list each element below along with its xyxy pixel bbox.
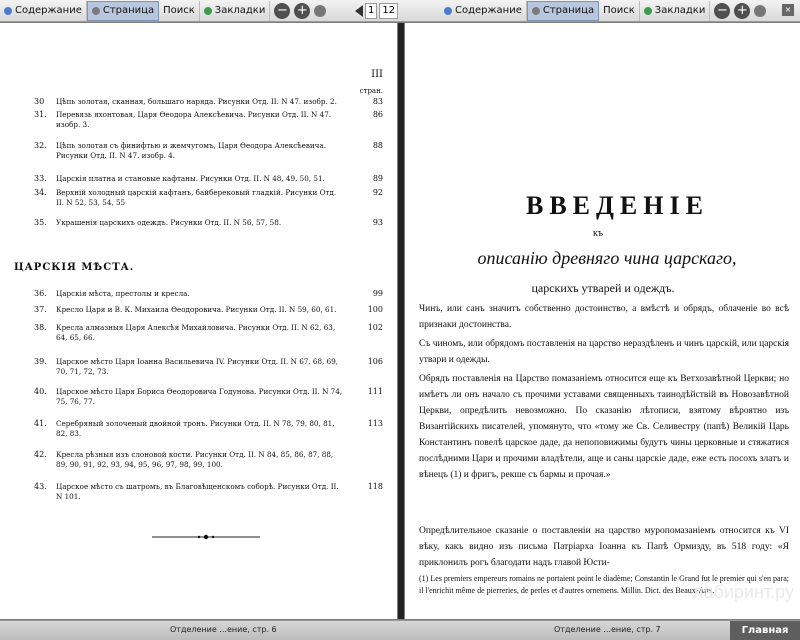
paragraph: Обрядъ поставленiя на Царство помазанiемъ относится еще къ Ветхозавѣтной Церкви; но имѣетъ ли онъ начало съ прочими уставами священныхъ таинодѣйствiй въ Новозавѣтной Церкви, опредѣлить невозможно. По сказанiю лѣтописи, взятому вѣроятно изъ Византiйскихъ писателей, упомянуто, что «тому же Св. Селивестру (папѣ) Великiй Царь Константинъ повелѣ царское даде, да непоповижимы будутъ чины церковные и стяжатися послѣдними Цари и прочими владѣтели, аще и саны царскiе даде, еже есть посохъ златъ и вѣнецъ (1) и фригъ, рекше съ бармы и прочая.» bbox=[419, 374, 789, 480]
left-toolbar bbox=[0, 0, 400, 22]
toc-page: 102 bbox=[367, 323, 383, 332]
toc-text: Царское мѣсто съ шатромъ, въ Благовѣщенскомъ соборѣ. Рисунки Отд. II. N 101. bbox=[56, 482, 339, 501]
folio: III bbox=[371, 69, 383, 80]
toc-page: 83 bbox=[372, 97, 383, 106]
toc-text: Перевязь яхонтовая, Царя Ѳеодора Алексѣевича. Рисунки Отд. II. N 47. изобр. 3. bbox=[56, 110, 332, 129]
toc-number: 34. bbox=[34, 188, 47, 197]
zoom-in-button[interactable]: + bbox=[294, 3, 310, 19]
contents-icon bbox=[4, 7, 12, 15]
close-icon[interactable]: × bbox=[782, 4, 794, 16]
toc-number: 33. bbox=[34, 174, 47, 183]
toc-text: Кресла рѣзныя изъ слоновой кости. Рисунки Отд. II. N 84, 85, 86, 87, 88, 89, 90, 91, 92, 93, 94, 95, 96, 97, 98, 99, 100. bbox=[56, 450, 334, 469]
tab-label: Страница bbox=[542, 5, 595, 16]
chapter-preposition: къ bbox=[593, 228, 604, 239]
toc-number: 42. bbox=[34, 450, 47, 459]
bookmark-icon bbox=[204, 7, 212, 15]
toc-text: Цѣпь золотая, сканная, большаго наряда. Рисунки Отд. II. N 47. изобр. 2. bbox=[56, 97, 337, 106]
tab-page-left[interactable] bbox=[87, 1, 159, 21]
left-page-tab[interactable]: Отделение ...ение, стр. 6 bbox=[170, 625, 277, 634]
tab-search-right[interactable] bbox=[599, 1, 640, 21]
tab-label: Закладки bbox=[654, 5, 706, 16]
tab-contents-left[interactable] bbox=[0, 1, 87, 21]
toc-number: 37. bbox=[34, 305, 47, 314]
toc-page: 113 bbox=[367, 419, 383, 428]
toc-page: 92 bbox=[372, 188, 383, 197]
page-icon bbox=[532, 7, 540, 15]
page-icon bbox=[92, 7, 100, 15]
chapter-title: ВВЕДЕНIЕ bbox=[526, 191, 709, 220]
bookmark-icon bbox=[644, 7, 652, 15]
toc-text: Цѣпь золотая съ финифтью и жемчугомъ, Царя Ѳеодора Алексѣевича. Рисунки Отд. II. N 47. изобр. 4. bbox=[56, 141, 326, 160]
toc-number: 38. bbox=[34, 323, 47, 332]
bottom-bar bbox=[0, 620, 800, 640]
right-page-tab[interactable]: Отделение ...ение, стр. 7 bbox=[554, 625, 661, 634]
footnote: (1) Les premiers empereurs romains ne portaient point le diadème; Constantin le Grand fut le premier qui s'en para; il l'enrichit même de pierreries, de perles et d'autres ornemens. Millin. Dict. des Beaux-Arts. bbox=[419, 574, 789, 595]
right-toolbar bbox=[400, 0, 800, 22]
chapter-subtitle: описанiю древняго чина царскаго, bbox=[477, 248, 737, 268]
tab-bookmarks-right[interactable] bbox=[640, 1, 711, 21]
pages-heading: стран. bbox=[359, 87, 383, 95]
zoom-in-button[interactable]: + bbox=[734, 3, 750, 19]
tab-search-left[interactable] bbox=[159, 1, 200, 21]
page-12[interactable]: 12 bbox=[379, 3, 398, 19]
toc-page: 86 bbox=[372, 110, 383, 119]
watermark: лабиринт.ру bbox=[693, 582, 794, 602]
page-1[interactable]: 1 bbox=[365, 3, 377, 19]
toc-number: 40. bbox=[34, 387, 47, 396]
page-divider bbox=[398, 23, 404, 619]
toc-number: 41. bbox=[34, 419, 47, 428]
ornament-svg bbox=[150, 531, 262, 543]
settings-icon[interactable] bbox=[754, 5, 766, 17]
toc-number: 43. bbox=[34, 482, 47, 491]
toc-text: Верхнiй холодный царскiй кафтанъ, байберековый гладкiй. Рисунки Отд. II. N 52, 53, 54, 55 bbox=[56, 188, 337, 207]
toc-page: 89 bbox=[372, 174, 383, 183]
zoom-out-button[interactable]: − bbox=[274, 3, 290, 19]
tab-page-right[interactable] bbox=[527, 1, 599, 21]
toc-number: 31. bbox=[34, 110, 47, 119]
toc-number: 36. bbox=[34, 289, 47, 298]
tab-label: Поиск bbox=[603, 5, 635, 16]
toc-page: 100 bbox=[367, 305, 383, 314]
settings-icon[interactable] bbox=[314, 5, 326, 17]
tab-label: Поиск bbox=[163, 5, 195, 16]
toc-text: Царское мѣсто Царя Iоанна Васильевича IV. Рисунки Отд. II. N 67, 68, 69, 70, 71, 72, 73. bbox=[56, 357, 339, 376]
previous-page-button[interactable] bbox=[355, 5, 363, 17]
left-book-page bbox=[0, 23, 397, 619]
toc-number: 35. bbox=[34, 218, 47, 227]
tab-bookmarks-left[interactable] bbox=[200, 1, 271, 21]
toc-text: Царскiя мѣста, престолы и кресла. bbox=[56, 289, 190, 298]
tab-label: Закладки bbox=[214, 5, 266, 16]
toc-page: 118 bbox=[367, 482, 383, 491]
tab-contents-right[interactable] bbox=[440, 1, 527, 21]
paragraph: Опредѣлительное сказанiе о поставленiи на царство муропомазанiемъ относится къ VI вѣку, какъ видно изъ письма Патрiарха Iоанна къ Папѣ Ормизду, въ 518 году: «Я приклонилъ рогъ благодати надъ главой Юсти- bbox=[419, 526, 789, 568]
contents-icon bbox=[444, 7, 452, 15]
toc-number: 32. bbox=[34, 141, 47, 150]
toc-text: Украшенiя царскихъ одеждъ. Рисунки Отд. II. N 56, 57, 58. bbox=[56, 218, 282, 227]
zoom-out-button[interactable]: − bbox=[714, 3, 730, 19]
toc-page: 99 bbox=[372, 289, 383, 298]
toc-page: 106 bbox=[367, 357, 383, 366]
toc-page: 88 bbox=[372, 141, 383, 150]
toc-text: Кресло Царя и В. К. Михаила Ѳеодоровича. Рисунки Отд. II. N 59, 60, 61. bbox=[56, 305, 337, 314]
toc-page: 93 bbox=[372, 218, 383, 227]
chapter-subtitle-secondary: царскихъ утварей и одеждъ. bbox=[531, 281, 675, 295]
toc-number: 39. bbox=[34, 357, 47, 366]
toc-page: 111 bbox=[367, 387, 383, 396]
tab-label: Содержание bbox=[455, 5, 522, 16]
toc-text: Кресла алмазныя Царя Алексѣя Михайловича. Рисунки Отд. II. N 62, 63, 64, 65, 66. bbox=[56, 323, 336, 342]
tab-label: Содержание bbox=[15, 5, 82, 16]
right-book-page bbox=[405, 23, 800, 619]
home-button[interactable]: Главная bbox=[730, 621, 800, 640]
paragraph: Чинъ, или санъ значитъ собственно достоинство, а вмѣстѣ и обрядъ, облаченiе во всѣ признаки достоинства. bbox=[419, 304, 789, 330]
decorative-ornament bbox=[150, 528, 262, 540]
toc-text: Царское мѣсто Царя Бориса Ѳеодоровича Годунова. Рисунки Отд. II. N 74, 75, 76, 77. bbox=[56, 387, 343, 406]
paragraph: Съ чиномъ, или обрядомъ поставленiя на царство нераздѣленъ и чинъ царскiй, или царскiя утвари и одежды. bbox=[419, 339, 789, 365]
toc-text: Серебряный золоченый двойной тронъ. Рисунки Отд. II. N 78, 79, 80, 81, 82, 83. bbox=[56, 419, 335, 438]
tab-label: Страница bbox=[102, 5, 155, 16]
toc-text: Царскiя платна и становые кафтаны. Рисунки Отд. II. N 48, 49, 50, 51. bbox=[56, 174, 325, 183]
section-heading: ЦАРСКIЯ МѢСТА. bbox=[14, 262, 135, 273]
toc-number: 30 bbox=[34, 97, 45, 106]
